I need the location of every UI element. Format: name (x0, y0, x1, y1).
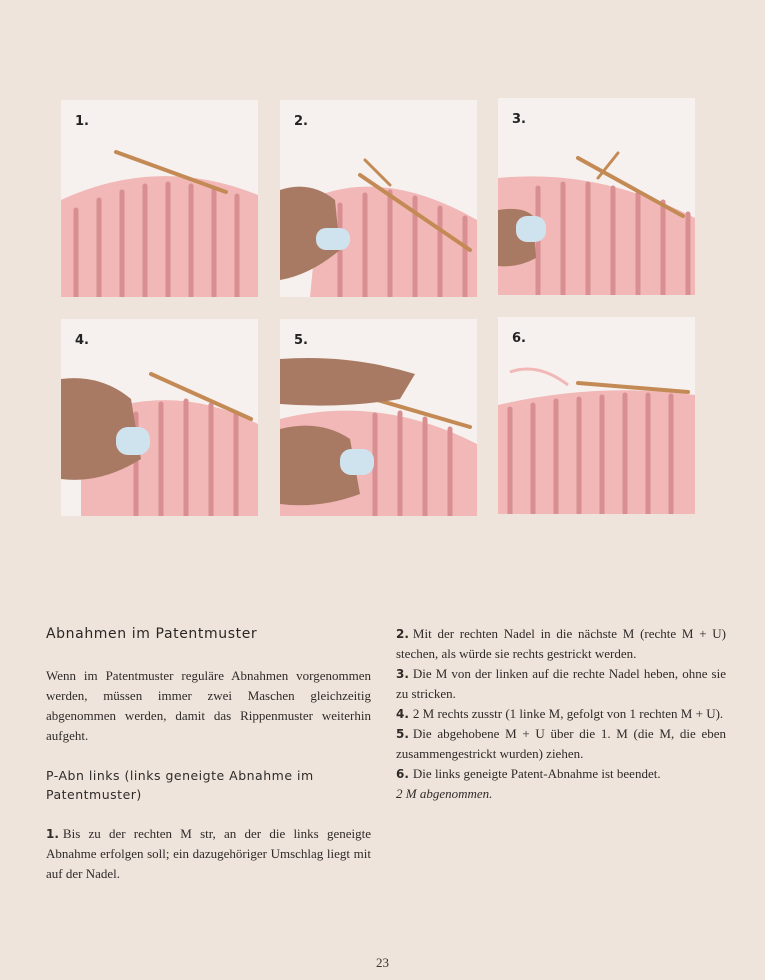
section-title: Abnahmen im Patentmuster (46, 626, 258, 642)
page-number: 23 (376, 955, 389, 970)
knitting-photo-image (498, 98, 695, 295)
intro-paragraph: Wenn im Patentmuster reguläre Abnahmen vorgenommen werden, müssen immer zwei Maschen gleichzeitig abgenommen werden, damit das Rippenmuster weiterhin aufgeht. (46, 668, 371, 743)
knitting-photo-image (61, 319, 258, 516)
knitting-photo-image (61, 100, 258, 297)
subsection-title: P-Abn links (links geneigte Abnahme im Patentmuster) (46, 768, 314, 802)
step-photo-number: 6. (512, 331, 526, 346)
knitting-photo-image (280, 319, 477, 516)
step-photo-3 (498, 98, 695, 295)
step-photo-5 (280, 319, 477, 516)
step-photo-number: 1. (75, 114, 89, 129)
step-text: Bis zu der rechten M str, an der die links geneigte Abnahme erfolgen soll; ein dazugehöriger Umschlag liegt mit auf der Nadel. (46, 826, 371, 881)
knitting-photo-image (280, 100, 477, 297)
step-number: 2. (396, 627, 409, 641)
step-number: 4. (396, 707, 409, 721)
step-photo-1 (61, 100, 258, 297)
result-note: 2 M abgenommen. (396, 786, 493, 801)
step-2 (396, 624, 726, 664)
step-5 (396, 724, 726, 764)
step-text: Die abgehobene M + U über die 1. M (die M, die eben zusammengestrickt wurden) ziehen. (396, 726, 726, 761)
step-number: 3. (396, 667, 409, 681)
step-photo-number: 5. (294, 333, 308, 348)
step-photo-number: 2. (294, 114, 308, 129)
step-photo-2 (280, 100, 477, 297)
right-text-column (396, 624, 726, 804)
step-text: 2 M rechts zusstr (1 linke M, gefolgt von 1 rechten M + U). (412, 706, 724, 721)
step-text: Mit der rechten Nadel in die nächste M (rechte M + U) stechen, als würde sie rechts gestrickt werden. (396, 626, 726, 661)
step-number: 1. (46, 827, 59, 841)
knitting-photo-image (498, 317, 695, 514)
step-photo-number: 3. (512, 112, 526, 127)
step-number: 5. (396, 727, 409, 741)
step-4 (396, 704, 726, 724)
step-photo-6 (498, 317, 695, 514)
step-1 (46, 824, 371, 884)
step-6 (396, 764, 726, 784)
step-photo-number: 4. (75, 333, 89, 348)
step-text: Die M von der linken auf die rechte Nadel heben, ohne sie zu stricken. (396, 666, 726, 701)
step-text: Die links geneigte Patent-Abnahme ist beendet. (412, 766, 661, 781)
left-text-column (46, 626, 371, 884)
step-photo-4 (61, 319, 258, 516)
step-number: 6. (396, 767, 409, 781)
step-3 (396, 664, 726, 704)
